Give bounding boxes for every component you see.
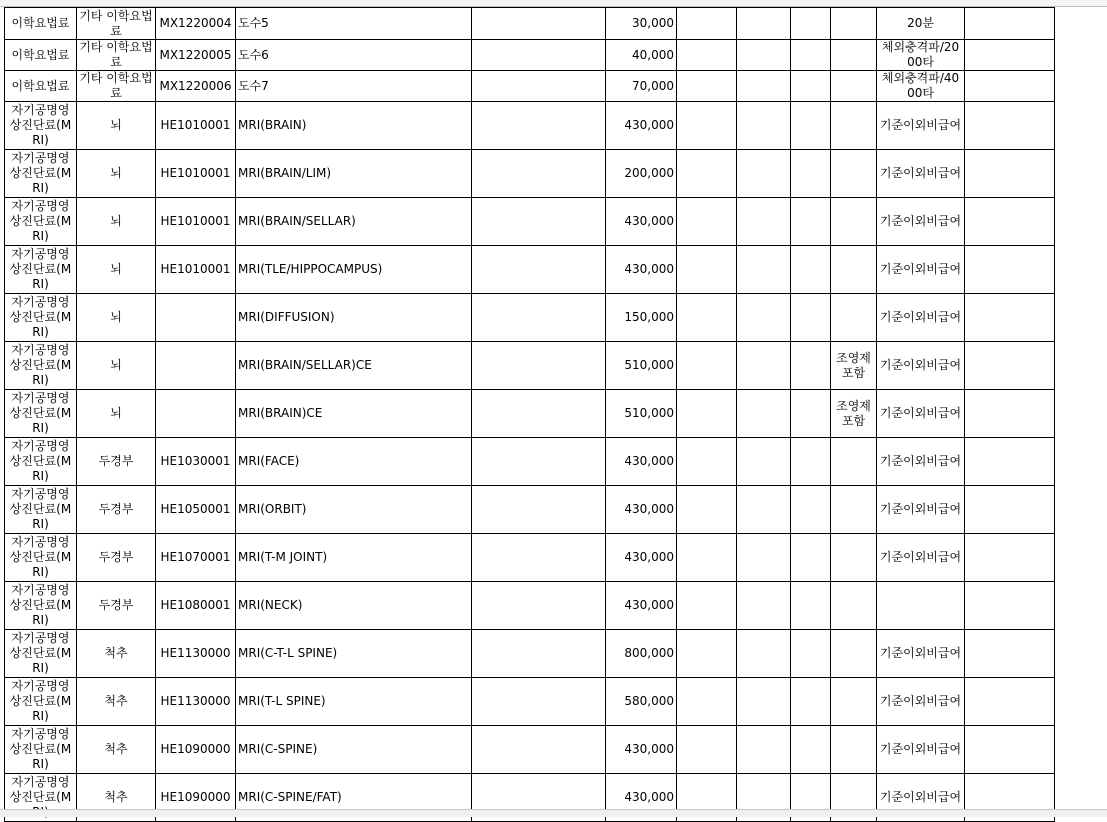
- blank-cell[interactable]: [965, 582, 1055, 630]
- category-cell[interactable]: 자기공명영상진단료(MRI): [5, 678, 77, 726]
- blank-cell[interactable]: [737, 294, 791, 342]
- note-cell[interactable]: 기준이외비급여: [877, 198, 965, 246]
- contrast-cell[interactable]: [831, 726, 877, 774]
- note-cell[interactable]: 기준이외비급여: [877, 390, 965, 438]
- name-cell[interactable]: 도수6: [236, 40, 472, 71]
- category-cell[interactable]: 이학요법료: [5, 8, 77, 40]
- contrast-cell[interactable]: [831, 71, 877, 102]
- category-cell[interactable]: 자기공명영상진단료(MRI): [5, 198, 77, 246]
- blank-cell[interactable]: [737, 678, 791, 726]
- subcategory-cell[interactable]: 뇌: [77, 294, 156, 342]
- blank-cell[interactable]: [677, 534, 737, 582]
- name-cell[interactable]: MRI(C-SPINE): [236, 726, 472, 774]
- blank-cell[interactable]: [737, 40, 791, 71]
- contrast-cell[interactable]: [831, 294, 877, 342]
- category-cell[interactable]: 이학요법료: [5, 40, 77, 71]
- price-cell[interactable]: 200,000: [606, 150, 677, 198]
- blank-cell[interactable]: [472, 630, 606, 678]
- blank-cell[interactable]: [965, 678, 1055, 726]
- table-row: [5, 8, 1055, 40]
- blank-cell[interactable]: [791, 726, 831, 774]
- blank-cell[interactable]: [791, 198, 831, 246]
- blank-cell[interactable]: [965, 246, 1055, 294]
- subcategory-cell[interactable]: 기타 이학요법료: [77, 40, 156, 71]
- table-row: [5, 486, 1055, 534]
- note-cell[interactable]: 기준이외비급여: [877, 534, 965, 582]
- subcategory-cell[interactable]: 척추: [77, 630, 156, 678]
- code-cell[interactable]: HE1090000: [156, 726, 236, 774]
- category-cell[interactable]: 자기공명영상진단료(M: [5, 774, 77, 822]
- code-cell[interactable]: [156, 294, 236, 342]
- blank-cell[interactable]: [737, 150, 791, 198]
- code-cell[interactable]: HE1010001: [156, 102, 236, 150]
- code-cell[interactable]: HE1130000: [156, 630, 236, 678]
- blank-cell[interactable]: [677, 198, 737, 246]
- table-row: [5, 246, 1055, 294]
- subcategory-cell[interactable]: 두경부: [77, 438, 156, 486]
- blank-cell[interactable]: [965, 8, 1055, 40]
- blank-cell[interactable]: [677, 342, 737, 390]
- blank-cell[interactable]: [677, 8, 737, 40]
- price-cell[interactable]: 510,000: [606, 390, 677, 438]
- blank-cell[interactable]: [677, 150, 737, 198]
- table-row: [5, 390, 1055, 438]
- blank-cell[interactable]: [737, 342, 791, 390]
- price-cell[interactable]: 430,000: [606, 486, 677, 534]
- category-cell[interactable]: 자기공명영상진단료(MRI): [5, 246, 77, 294]
- category-cell[interactable]: 자기공명영상진단료(MRI): [5, 150, 77, 198]
- note-cell[interactable]: 기준이외비급여: [877, 678, 965, 726]
- price-cell[interactable]: 430,000: [606, 726, 677, 774]
- subcategory-cell[interactable]: 척추: [77, 726, 156, 774]
- name-cell[interactable]: MRI(BRAIN/SELLAR): [236, 198, 472, 246]
- code-cell[interactable]: HE1010001: [156, 150, 236, 198]
- contrast-cell[interactable]: [831, 150, 877, 198]
- code-cell[interactable]: [156, 390, 236, 438]
- price-cell[interactable]: 430,000: [606, 246, 677, 294]
- blank-cell[interactable]: [737, 438, 791, 486]
- contrast-cell[interactable]: [831, 40, 877, 71]
- table-row: [5, 630, 1055, 678]
- category-cell[interactable]: 자기공명영상진단료(MRI): [5, 534, 77, 582]
- note-cell[interactable]: 기준이외비급여: [877, 438, 965, 486]
- blank-cell[interactable]: [791, 486, 831, 534]
- subcategory-cell[interactable]: 기타 이학요법료: [77, 8, 156, 40]
- code-cell[interactable]: HE1130000: [156, 678, 236, 726]
- subcategory-cell[interactable]: 뇌: [77, 102, 156, 150]
- blank-cell[interactable]: [965, 40, 1055, 71]
- note-cell[interactable]: [877, 582, 965, 630]
- category-cell[interactable]: 자기공명영상진단료(MRI): [5, 102, 77, 150]
- note-cell[interactable]: 기준이외비급여: [877, 246, 965, 294]
- blank-cell[interactable]: [791, 102, 831, 150]
- blank-cell[interactable]: [677, 678, 737, 726]
- price-cell[interactable]: 430,000: [606, 102, 677, 150]
- table-row: [5, 198, 1055, 246]
- blank-cell[interactable]: [737, 486, 791, 534]
- price-cell[interactable]: 580,000: [606, 678, 677, 726]
- blank-cell[interactable]: [737, 726, 791, 774]
- blank-cell[interactable]: [737, 102, 791, 150]
- blank-cell[interactable]: [472, 342, 606, 390]
- note-cell[interactable]: 기준이외비급여: [877, 102, 965, 150]
- code-cell[interactable]: HE1030001: [156, 438, 236, 486]
- name-cell[interactable]: MRI(FACE): [236, 438, 472, 486]
- subcategory-cell[interactable]: 뇌: [77, 150, 156, 198]
- blank-cell[interactable]: [791, 294, 831, 342]
- contrast-cell[interactable]: [831, 486, 877, 534]
- code-cell[interactable]: MX1220006: [156, 71, 236, 102]
- table-row: [5, 294, 1055, 342]
- table-row: [5, 582, 1055, 630]
- code-cell[interactable]: HE1090000: [156, 774, 236, 822]
- blank-cell[interactable]: [965, 342, 1055, 390]
- code-cell[interactable]: HE1010001: [156, 246, 236, 294]
- blank-cell[interactable]: [791, 630, 831, 678]
- category-cell[interactable]: 이학요법료: [5, 71, 77, 102]
- blank-cell[interactable]: [791, 534, 831, 582]
- blank-cell[interactable]: [472, 294, 606, 342]
- contrast-cell[interactable]: [831, 678, 877, 726]
- blank-cell[interactable]: [472, 486, 606, 534]
- subcategory-cell[interactable]: 뇌: [77, 342, 156, 390]
- sheet-bottom-edge: [0, 809, 1107, 817]
- note-cell[interactable]: 체외충격파/2000타: [877, 40, 965, 71]
- blank-cell[interactable]: [677, 486, 737, 534]
- blank-cell[interactable]: [791, 678, 831, 726]
- contrast-cell[interactable]: [831, 102, 877, 150]
- category-cell[interactable]: 자기공명영상진단료(MRI): [5, 294, 77, 342]
- table-row: [5, 726, 1055, 774]
- subcategory-cell[interactable]: 두경부: [77, 534, 156, 582]
- note-cell[interactable]: 기준이외비급여: [877, 486, 965, 534]
- price-cell[interactable]: 430,000: [606, 534, 677, 582]
- name-cell[interactable]: 도수5: [236, 8, 472, 40]
- blank-cell[interactable]: [791, 582, 831, 630]
- name-cell[interactable]: MRI(T-L SPINE): [236, 678, 472, 726]
- table-row: [5, 534, 1055, 582]
- blank-cell[interactable]: [677, 582, 737, 630]
- name-cell[interactable]: MRI(TLE/HIPPOCAMPUS): [236, 246, 472, 294]
- category-cell[interactable]: 자기공명영상진단료(MRI): [5, 630, 77, 678]
- blank-cell[interactable]: [677, 40, 737, 71]
- table-row: [5, 40, 1055, 71]
- price-cell[interactable]: 40,000: [606, 40, 677, 71]
- table-row: [5, 102, 1055, 150]
- subcategory-cell[interactable]: 두경부: [77, 582, 156, 630]
- code-cell[interactable]: HE1010001: [156, 198, 236, 246]
- name-cell[interactable]: MRI(ORBIT): [236, 486, 472, 534]
- name-cell[interactable]: MRI(NECK): [236, 582, 472, 630]
- contrast-cell[interactable]: [831, 8, 877, 40]
- table-row: [5, 150, 1055, 198]
- table-row: [5, 678, 1055, 726]
- name-cell[interactable]: MRI(BRAIN): [236, 102, 472, 150]
- blank-cell[interactable]: [472, 390, 606, 438]
- note-cell[interactable]: 20분: [877, 8, 965, 40]
- blank-cell[interactable]: [677, 246, 737, 294]
- blank-cell[interactable]: [965, 486, 1055, 534]
- price-cell[interactable]: 510,000: [606, 342, 677, 390]
- name-cell[interactable]: MRI(C-SPINE/FAT): [236, 774, 472, 822]
- code-cell[interactable]: HE1050001: [156, 486, 236, 534]
- code-cell[interactable]: MX1220005: [156, 40, 236, 71]
- blank-cell[interactable]: [472, 582, 606, 630]
- blank-cell[interactable]: [791, 71, 831, 102]
- contrast-cell[interactable]: 조영제포함: [831, 342, 877, 390]
- blank-cell[interactable]: [965, 102, 1055, 150]
- blank-cell[interactable]: [737, 582, 791, 630]
- contrast-cell[interactable]: 조영제포함: [831, 390, 877, 438]
- blank-cell[interactable]: [737, 246, 791, 294]
- blank-cell[interactable]: [965, 71, 1055, 102]
- blank-cell[interactable]: [472, 198, 606, 246]
- name-cell[interactable]: 도수7: [236, 71, 472, 102]
- code-cell[interactable]: HE1080001: [156, 582, 236, 630]
- name-cell[interactable]: MRI(DIFFUSION): [236, 294, 472, 342]
- price-cell[interactable]: 430,000: [606, 438, 677, 486]
- price-cell[interactable]: 430,000: [606, 774, 677, 822]
- blank-cell[interactable]: [791, 246, 831, 294]
- note-cell[interactable]: 기준이외비급여: [877, 150, 965, 198]
- blank-cell[interactable]: [677, 726, 737, 774]
- name-cell[interactable]: MRI(BRAIN/LIM): [236, 150, 472, 198]
- note-cell[interactable]: 기준이외비급여: [877, 774, 965, 822]
- note-cell[interactable]: 기준이외비급여: [877, 726, 965, 774]
- blank-cell[interactable]: [677, 390, 737, 438]
- blank-cell[interactable]: [965, 198, 1055, 246]
- note-cell[interactable]: 기준이외비급여: [877, 294, 965, 342]
- blank-cell[interactable]: [965, 150, 1055, 198]
- blank-cell[interactable]: [472, 102, 606, 150]
- category-cell[interactable]: 자기공명영상진단료(MRI): [5, 486, 77, 534]
- blank-cell[interactable]: [472, 678, 606, 726]
- price-cell[interactable]: 150,000: [606, 294, 677, 342]
- subcategory-cell[interactable]: 척추: [77, 678, 156, 726]
- blank-cell[interactable]: [472, 534, 606, 582]
- subcategory-cell[interactable]: 기타 이학요법료: [77, 71, 156, 102]
- contrast-cell[interactable]: [831, 246, 877, 294]
- price-cell[interactable]: 430,000: [606, 582, 677, 630]
- name-cell[interactable]: MRI(C-T-L SPINE): [236, 630, 472, 678]
- contrast-cell[interactable]: [831, 198, 877, 246]
- blank-cell[interactable]: [677, 294, 737, 342]
- blank-cell[interactable]: [965, 726, 1055, 774]
- code-cell[interactable]: HE1070001: [156, 534, 236, 582]
- subcategory-cell[interactable]: 뇌: [77, 198, 156, 246]
- blank-cell[interactable]: [677, 438, 737, 486]
- category-cell[interactable]: 자기공명영상진단료(MRI): [5, 726, 77, 774]
- blank-cell[interactable]: [965, 534, 1055, 582]
- blank-cell[interactable]: [737, 630, 791, 678]
- table-row: [5, 438, 1055, 486]
- contrast-cell[interactable]: [831, 582, 877, 630]
- blank-cell[interactable]: [965, 438, 1055, 486]
- subcategory-cell[interactable]: 두경부: [77, 486, 156, 534]
- blank-cell[interactable]: [791, 8, 831, 40]
- name-cell[interactable]: MRI(BRAIN)CE: [236, 390, 472, 438]
- name-cell[interactable]: MRI(BRAIN/SELLAR)CE: [236, 342, 472, 390]
- blank-cell[interactable]: [791, 342, 831, 390]
- note-cell[interactable]: 체외충격파/4000타: [877, 71, 965, 102]
- blank-cell[interactable]: [737, 198, 791, 246]
- contrast-cell[interactable]: [831, 630, 877, 678]
- category-cell[interactable]: 자기공명영상진단료(MRI): [5, 390, 77, 438]
- blank-cell[interactable]: [737, 71, 791, 102]
- subcategory-cell[interactable]: 뇌: [77, 246, 156, 294]
- price-cell[interactable]: 800,000: [606, 630, 677, 678]
- category-cell[interactable]: 자기공명영상진단료(MRI): [5, 342, 77, 390]
- contrast-cell[interactable]: [831, 534, 877, 582]
- blank-cell[interactable]: [472, 726, 606, 774]
- blank-cell[interactable]: [472, 246, 606, 294]
- blank-cell[interactable]: [791, 150, 831, 198]
- note-cell[interactable]: 기준이외비급여: [877, 342, 965, 390]
- name-cell[interactable]: MRI(T-M JOINT): [236, 534, 472, 582]
- blank-cell[interactable]: [791, 40, 831, 71]
- blank-cell[interactable]: [965, 294, 1055, 342]
- blank-cell[interactable]: [737, 8, 791, 40]
- blank-cell[interactable]: [965, 630, 1055, 678]
- fee-table: [4, 7, 1055, 822]
- subcategory-cell[interactable]: 척추: [77, 774, 156, 822]
- blank-cell[interactable]: [677, 102, 737, 150]
- blank-cell[interactable]: [472, 8, 606, 40]
- blank-cell[interactable]: [737, 390, 791, 438]
- price-cell[interactable]: 70,000: [606, 71, 677, 102]
- price-cell[interactable]: 30,000: [606, 8, 677, 40]
- blank-cell[interactable]: [472, 71, 606, 102]
- table-row: [5, 71, 1055, 102]
- subcategory-cell[interactable]: 뇌: [77, 390, 156, 438]
- category-cell[interactable]: 자기공명영상진단료(MRI): [5, 438, 77, 486]
- price-cell[interactable]: 430,000: [606, 198, 677, 246]
- note-cell[interactable]: 기준이외비급여: [877, 630, 965, 678]
- blank-cell[interactable]: [677, 630, 737, 678]
- blank-cell[interactable]: [472, 40, 606, 71]
- table-row: [5, 342, 1055, 390]
- sheet-top-edge: [0, 0, 1107, 7]
- blank-cell[interactable]: [472, 438, 606, 486]
- blank-cell[interactable]: [791, 390, 831, 438]
- blank-cell[interactable]: [472, 150, 606, 198]
- blank-cell[interactable]: [791, 438, 831, 486]
- category-cell[interactable]: 자기공명영상진단료(MRI): [5, 582, 77, 630]
- blank-cell[interactable]: [677, 71, 737, 102]
- contrast-cell[interactable]: [831, 438, 877, 486]
- blank-cell[interactable]: [965, 390, 1055, 438]
- code-cell[interactable]: MX1220004: [156, 8, 236, 40]
- blank-cell[interactable]: [737, 534, 791, 582]
- code-cell[interactable]: [156, 342, 236, 390]
